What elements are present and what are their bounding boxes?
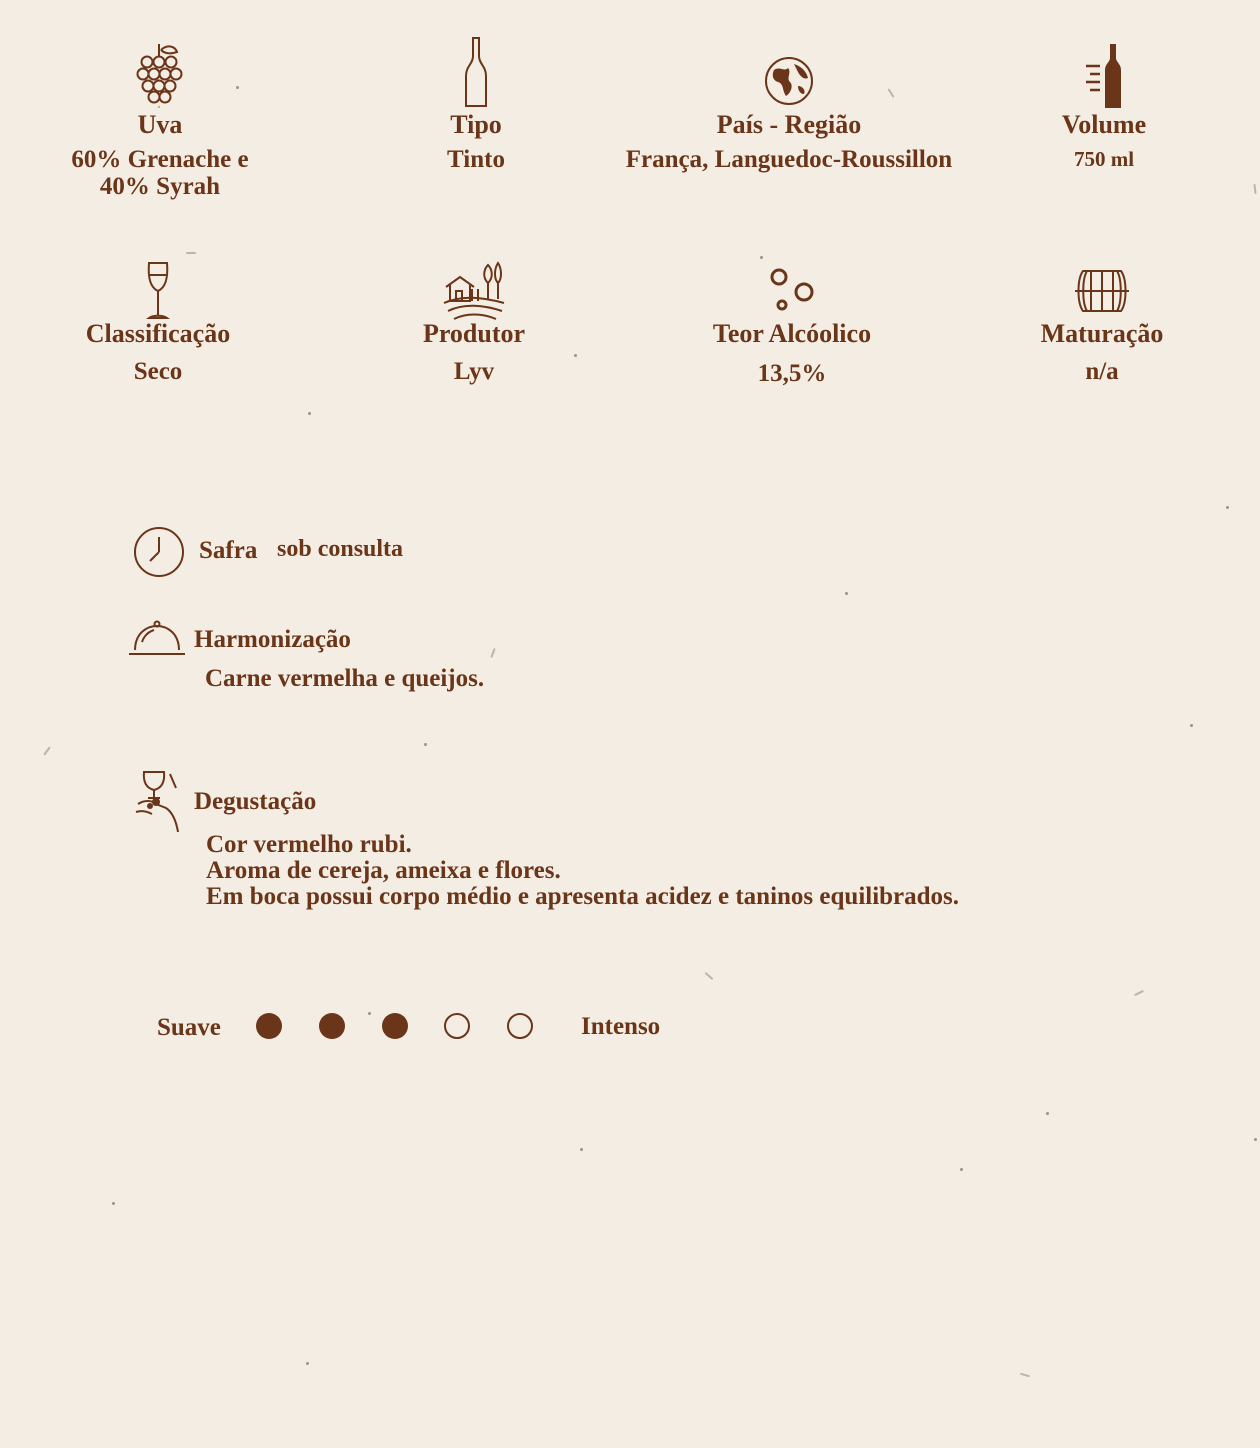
clock-icon (132, 525, 186, 579)
spec-label: País - Região (716, 110, 862, 139)
harmonizacao-section (128, 620, 485, 692)
paper-speck (1046, 1112, 1049, 1115)
paper-speck (43, 746, 50, 755)
spec-label: Classificação (85, 319, 231, 348)
spec-value-line2: 40% Syrah (99, 173, 221, 200)
spec-label: Tipo (450, 110, 502, 139)
degustacao-label: Degustação (194, 788, 317, 815)
paper-speck (960, 1168, 963, 1171)
harmonizacao-label: Harmonização (194, 626, 351, 653)
wine-bottle-icon (463, 36, 489, 108)
intensity-left-label: Suave (157, 1014, 221, 1041)
degustacao-line: Em boca possui corpo médio e apresenta acidez e taninos equilibrados. (206, 883, 960, 910)
spec-label: Uva (137, 110, 183, 139)
paper-speck (1226, 506, 1229, 509)
bubbles-icon (768, 267, 816, 313)
degustacao-line: Aroma de cereja, ameixa e flores. (206, 857, 561, 884)
spec-label: Teor Alcóolico (712, 319, 872, 348)
winery-icon (442, 259, 506, 323)
paper-speck (490, 648, 495, 658)
paper-speck (887, 88, 894, 97)
spec-label: Volume (1061, 110, 1147, 139)
intensity-dot-empty (444, 1013, 470, 1039)
spec-value-line1: 60% Grenache e (71, 146, 249, 173)
paper-speck (1254, 1138, 1257, 1141)
spec-value: 750 ml (1073, 147, 1135, 171)
cloche-icon (128, 620, 186, 656)
bottle-volume-icon (1084, 42, 1124, 110)
degustacao-line: Cor vermelho rubi. (206, 831, 412, 858)
degustacao-section (134, 768, 960, 910)
intensity-dot-filled (382, 1013, 408, 1039)
safra-row (132, 525, 404, 584)
harmonizacao-text: Carne vermelha e queijos. (205, 665, 485, 692)
spec-value: Seco (133, 358, 183, 385)
paper-speck (1134, 990, 1144, 996)
intensity-right-label: Intenso (581, 1013, 661, 1040)
wine-glass-icon (145, 261, 171, 321)
intensity-dot-empty (507, 1013, 533, 1039)
paper-speck (368, 1012, 371, 1015)
paper-speck (1190, 724, 1193, 727)
paper-speck (574, 354, 577, 357)
paper-speck (760, 256, 763, 259)
paper-speck (306, 1362, 309, 1365)
paper-speck (580, 1148, 583, 1151)
grapes-icon (135, 42, 185, 108)
spec-value: Lyv (453, 358, 495, 385)
intensity-dot-filled (256, 1013, 282, 1039)
intensity-dot-filled (319, 1013, 345, 1039)
paper-speck (845, 592, 848, 595)
paper-speck (1020, 1373, 1030, 1378)
paper-speck (112, 1202, 115, 1205)
paper-speck (308, 412, 311, 415)
spec-label: Produtor (422, 319, 526, 348)
spec-value: 13,5% (757, 360, 827, 387)
paper-speck (186, 252, 196, 254)
safra-value: sob consulta (277, 536, 404, 562)
spec-value: França, Languedoc-Roussillon (625, 146, 953, 173)
spec-value: n/a (1085, 358, 1119, 385)
globe-icon (764, 56, 814, 106)
paper-speck (236, 86, 239, 89)
safra-label: Safra (199, 537, 258, 564)
spec-label: Maturação (1040, 319, 1164, 348)
spec-value: Tinto (447, 146, 505, 173)
tasting-icon (134, 768, 182, 834)
barrel-icon (1073, 269, 1131, 313)
paper-speck (705, 972, 714, 980)
paper-speck (424, 743, 427, 746)
paper-speck (1253, 184, 1256, 194)
